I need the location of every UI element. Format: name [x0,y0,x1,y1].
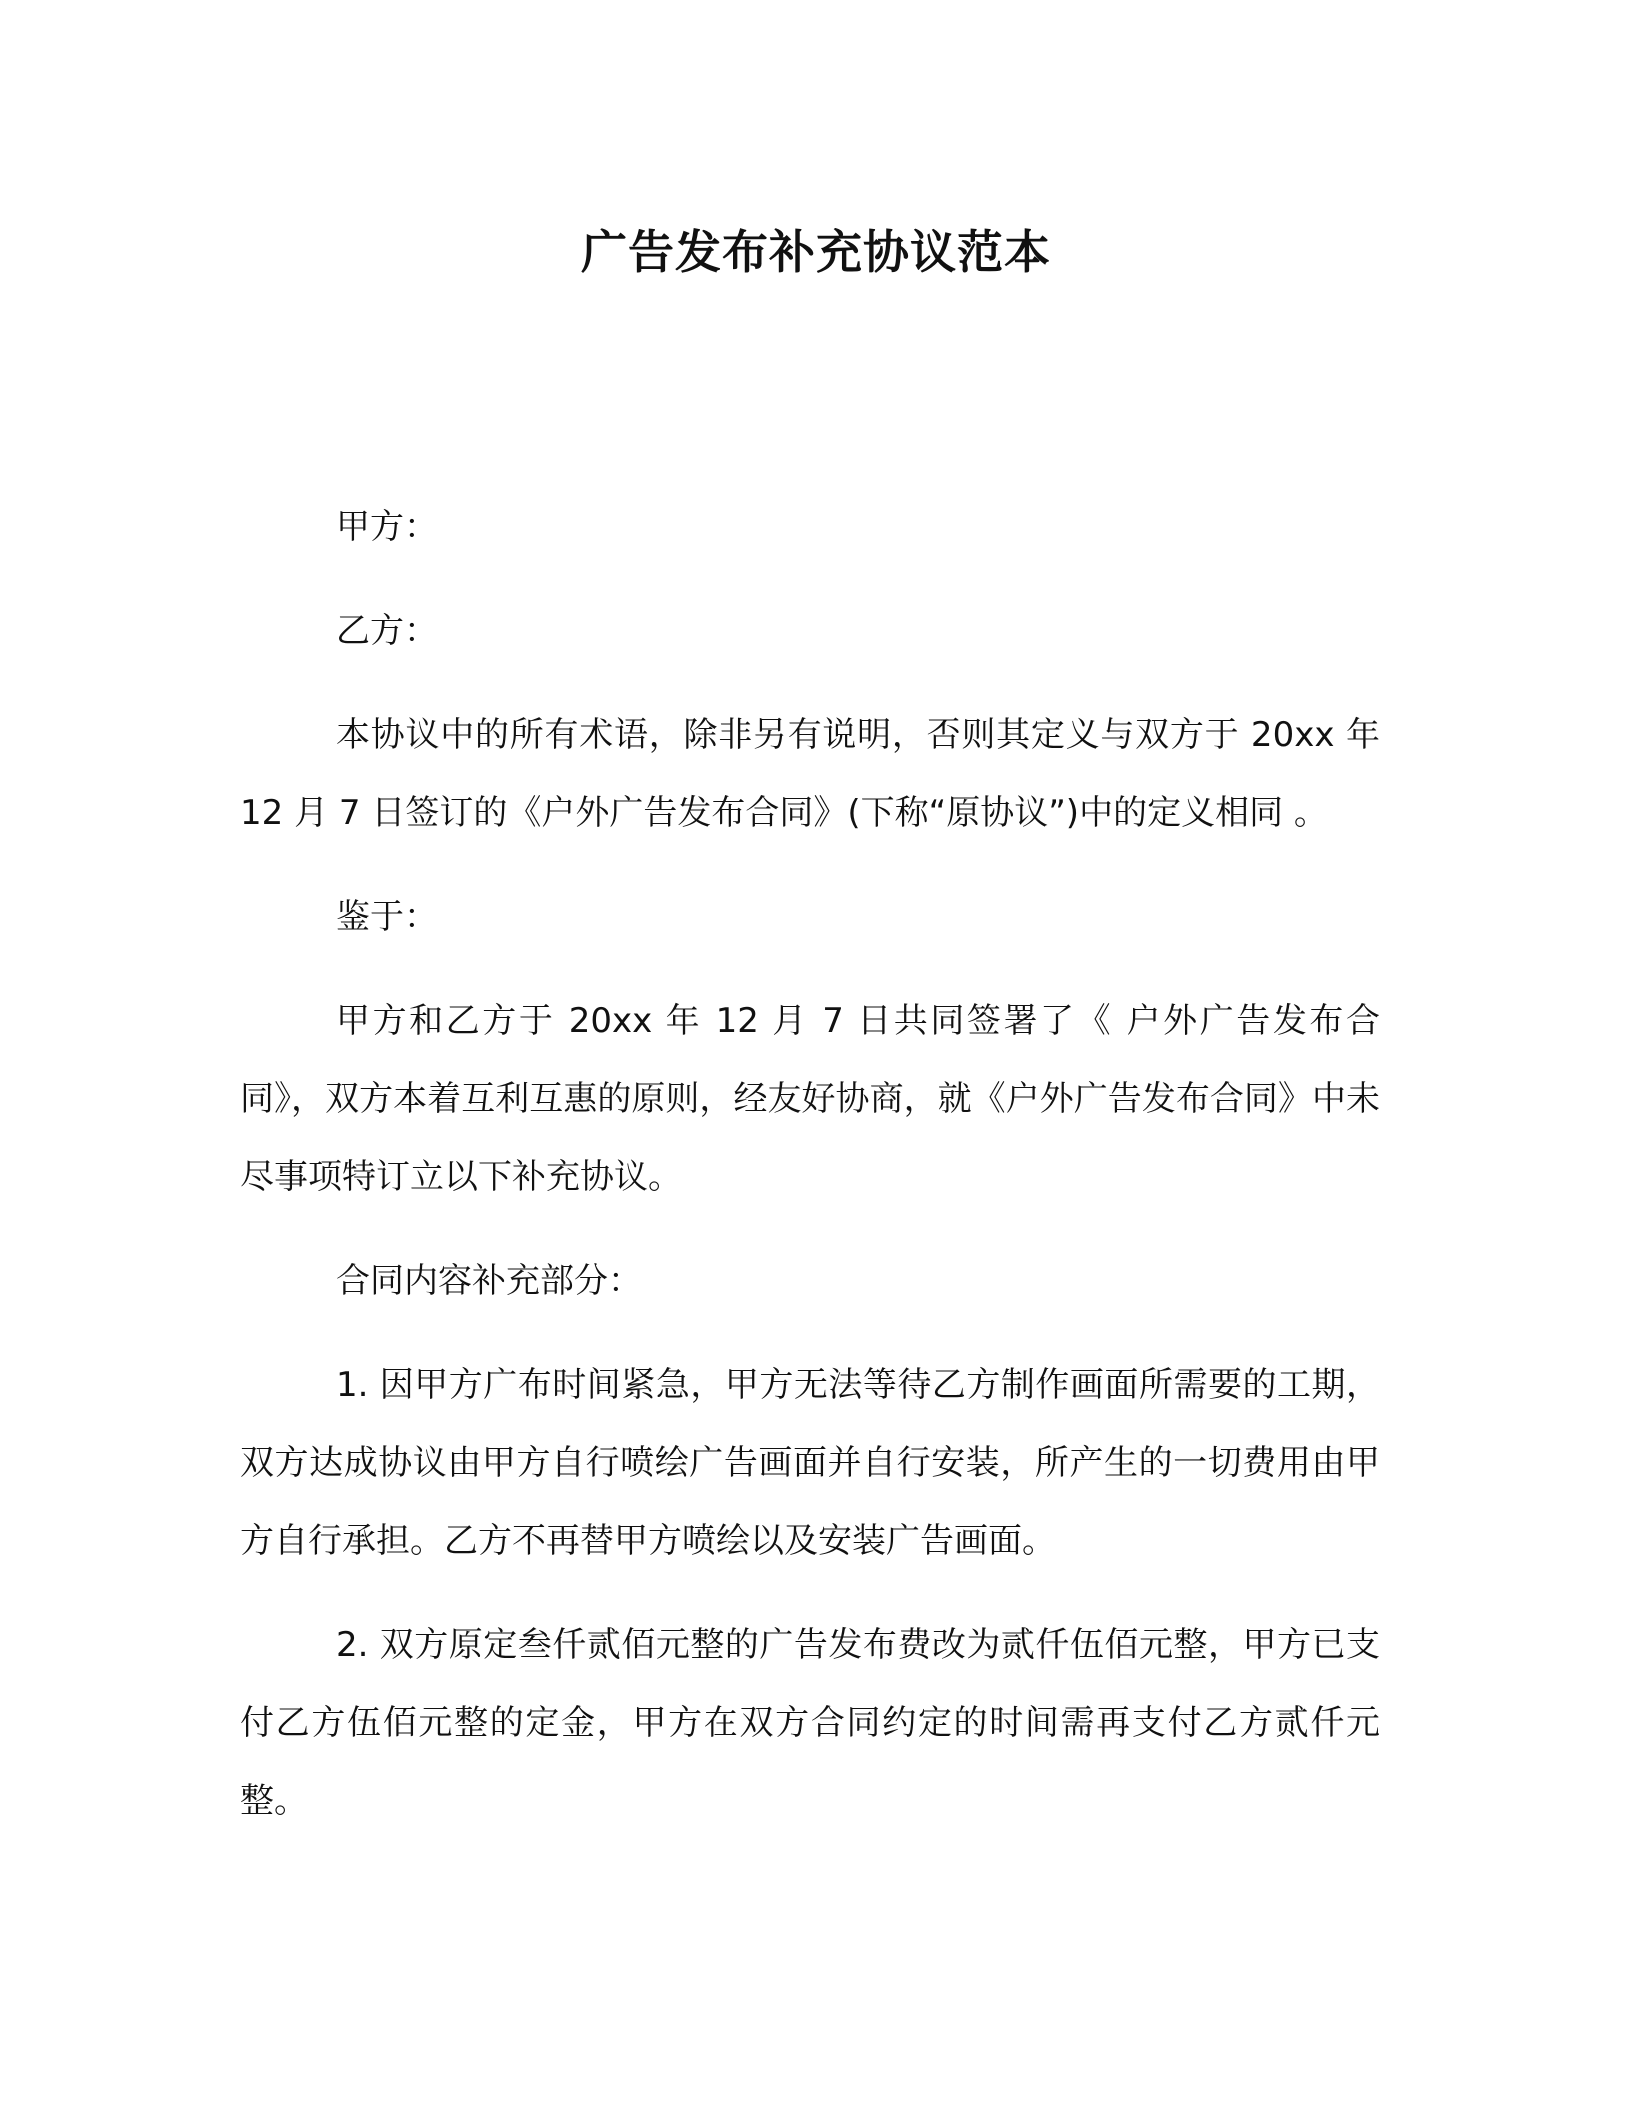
document-body [240,488,1380,1866]
party-b-label: 乙方： [336,611,438,651]
document-title: 广告发布补充协议范本 [581,225,1051,279]
clause-2-paragraph: 2. 双方原定叁仟贰佰元整的广告发布费改为贰仟伍佰元整，甲方已支付乙方伍佰元整的定金，甲方在双方合同约定的时间需再支付乙方贰仟元整。 [240,1625,1380,1821]
definitions-paragraph: 本协议中的所有术语，除非另有说明，否则其定义与双方于 20xx 年 12 月 7 日签订的《户外广告发布合同》(下称“原协议”)中的定义相同 。 [240,715,1380,833]
whereas-paragraph: 甲方和乙方于 20xx 年 12 月 7 日共同签署了《 户外广告发布合同》，双方本着互利互惠的原则，经友好协商，就《户外广告发布合同》中未尽事项特订立以下补充协议。 [240,1001,1380,1197]
supplement-label: 合同内容补充部分： [336,1261,642,1301]
party-a-label: 甲方： [336,507,438,547]
whereas-label: 鉴于： [336,897,438,937]
clause-1-paragraph: 1. 因甲方广布时间紧急，甲方无法等待乙方制作画面所需要的工期，双方达成协议由甲方自行喷绘广告画面并自行安装，所产生的一切费用由甲方自行承担。乙方不再替甲方喷绘以及安装广告画面。 [240,1365,1380,1561]
